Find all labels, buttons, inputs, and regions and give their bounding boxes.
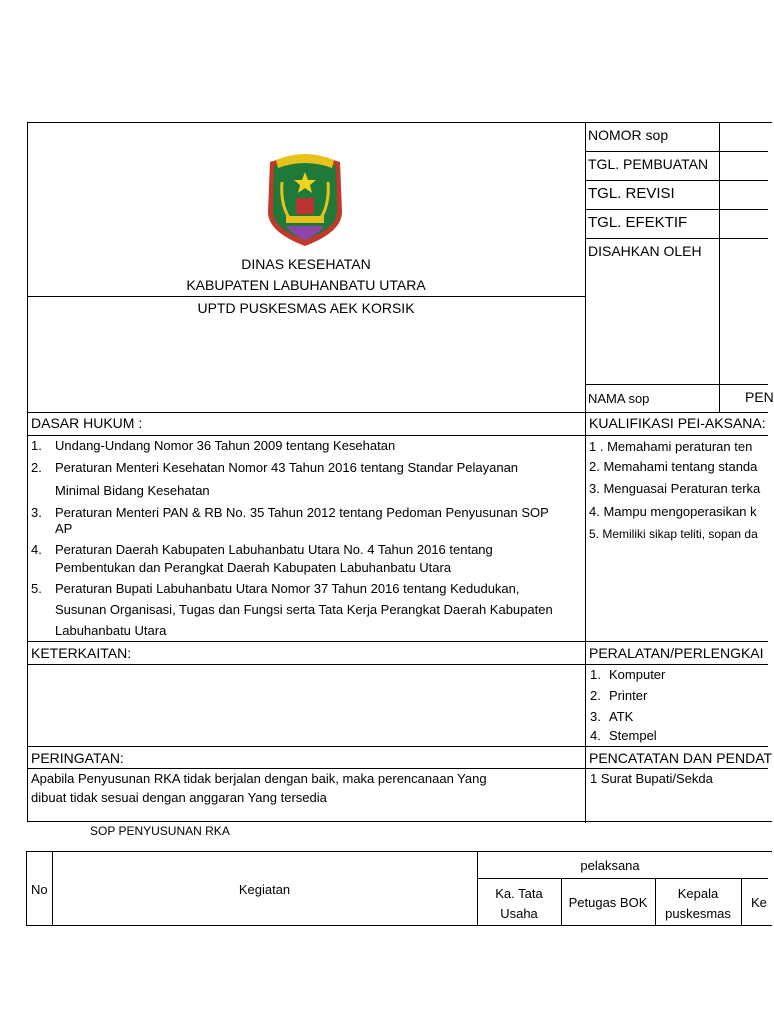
table-row-line <box>477 878 768 879</box>
kualifikasi-item: 1 . Memahami peraturan ten <box>589 439 753 454</box>
column-header-no: No <box>31 882 48 897</box>
meta-row-line <box>585 180 768 181</box>
section-line <box>27 412 768 413</box>
kualifikasi-item: 4. Mampu mengoperasikan k <box>589 504 757 519</box>
section-line <box>27 664 768 665</box>
keterkaitan-title: KETERKAITAN: <box>31 645 132 661</box>
kualifikasi-item: 3. Menguasai Peraturan terka <box>589 481 761 496</box>
meta-label-tgl-revisi: TGL. REVISI <box>588 185 675 202</box>
column-header-pelaksana: pelaksana <box>580 858 640 873</box>
kualifikasi-title: KUALIFIKASI PEI-AKSANA: <box>589 415 766 431</box>
meta-label-tgl-pembuatan: TGL. PEMBUATAN <box>588 156 709 172</box>
section-line <box>27 641 768 642</box>
peringatan-title: PERINGATAN: <box>31 750 124 766</box>
peringatan-text: Apabila Penyusunan RKA tidak berjalan dengan baik, maka perencanaan Yang <box>31 771 487 786</box>
pencatatan-title: PENCATATAN DAN PENDAT <box>589 750 773 766</box>
meta-label-nomor: NOMOR sop <box>588 127 669 143</box>
meta-row-line <box>585 238 768 239</box>
section-line <box>27 746 768 747</box>
section-line <box>27 435 768 436</box>
peringatan-text: dibuat tidak sesuai dengan anggaran Yang tersedia <box>31 790 327 805</box>
column-divider <box>585 122 586 823</box>
table-col-line <box>741 878 742 926</box>
meta-label-disahkan: DISAHKAN OLEH <box>588 243 702 259</box>
nama-sop-label: NAMA sop <box>588 391 650 406</box>
section-line <box>27 768 768 769</box>
labuhanbatu-utara-logo <box>262 152 348 248</box>
column-header-ka-tata-usaha: Ka. Tata Usaha <box>495 886 543 921</box>
peralatan-title: PERALATAN/PERLENGKAI <box>589 645 764 661</box>
agency-divider <box>27 296 585 297</box>
pencatatan-value: 1 Surat Bupati/Sekda <box>590 771 713 786</box>
meta-row-line <box>585 209 768 210</box>
column-header-kegiatan: Kegiatan <box>238 882 291 897</box>
agency-name: DINAS KESEHATAN <box>241 256 371 272</box>
column-header-kepala-puskesmas: Kepala puskesmas <box>665 886 731 921</box>
meta-row-line <box>585 151 768 152</box>
column-header-ke: Ke <box>751 895 767 910</box>
meta-row-line <box>585 384 768 385</box>
sop-caption: SOP PENYUSUNAN RKA <box>90 824 230 838</box>
meta-label-tgl-efektif: TGL. EFEKTIF <box>588 214 688 231</box>
meta-value-divider <box>719 122 720 412</box>
kualifikasi-item: 2. Memahami tentang standa <box>589 459 758 474</box>
dasar-hukum-title: DASAR HUKUM : <box>31 415 143 431</box>
column-header-petugas-bok: Petugas BOK <box>568 895 648 910</box>
nama-sop-value: PEN <box>745 389 774 405</box>
regency-name: KABUPATEN LABUHANBATU UTARA <box>186 277 426 293</box>
unit-name: UPTD PUSKESMAS AEK KORSIK <box>197 300 415 316</box>
kualifikasi-item: 5. Memiliki sikap teliti, sopan da <box>589 527 758 541</box>
